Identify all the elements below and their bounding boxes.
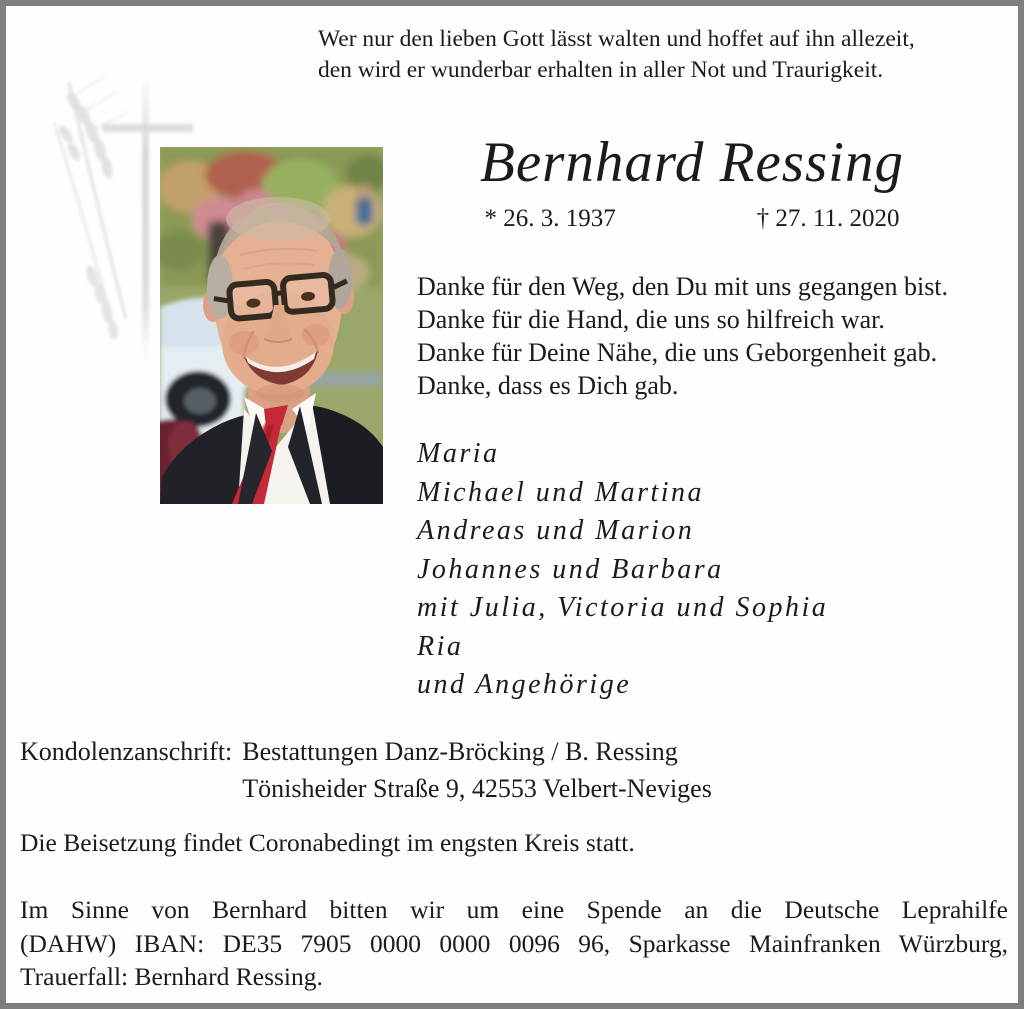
condolence-line: Bestattungen Danz-Bröcking / B. Ressing — [242, 737, 678, 766]
thanks-line: Danke für Deine Nähe, die uns Geborgenheit gab. — [417, 338, 938, 367]
mourner-line: Johannes und Barbara — [417, 553, 724, 585]
thanks-line: Danke für den Weg, den Du mit uns gegangen bist. — [417, 272, 949, 301]
mourner-line: mit Julia, Victoria und Sophia — [417, 592, 829, 623]
thanks-text — [417, 270, 948, 402]
verse-line: den wird er wunderbar erhalten in aller Not und Traurigkeit. — [318, 57, 884, 83]
mourner-line: Michael und Martina — [417, 476, 705, 508]
mourner-line: Andreas und Marion — [417, 515, 695, 546]
mourner-line: Ria — [417, 630, 464, 662]
donation-line: Im Sinne von Bernhard bitten wir um eine Spende an die Deutsche Leprahilfe — [20, 895, 1008, 924]
donation-line: (DAHW) IBAN: DE35 7905 0000 0000 0096 96, Sparkasse Mainfranken Würzburg, — [20, 928, 1008, 958]
funeral-note: Die Beisetzung findet Coronabedingt im engsten Kreis statt. — [20, 828, 635, 857]
death-date: † 27. 11. 2020 — [756, 205, 900, 232]
deceased-name: Bernhard Ressing — [480, 131, 904, 194]
thanks-line: Danke, dass es Dich gab. — [417, 371, 679, 400]
verse-line: Wer nur den lieben Gott lässt walten und hoffet auf ihn allezeit, — [318, 26, 915, 52]
condolence-address — [20, 733, 712, 807]
donation-line: Trauerfall: Bernhard Ressing. — [20, 962, 323, 991]
mourner-line: Maria — [417, 438, 500, 469]
life-dates — [414, 204, 970, 234]
condolence-lines — [242, 733, 712, 807]
condolence-label: Kondolenzanschrift: — [20, 737, 233, 766]
opening-verse — [318, 24, 915, 86]
portrait-photo — [160, 147, 383, 504]
mourner-line: und Angehörige — [417, 669, 632, 700]
mourners-list — [417, 435, 828, 705]
condolence-line: Tönisheider Straße 9, 42553 Velbert-Neviges — [242, 774, 712, 803]
thanks-line: Danke für die Hand, die uns so hilfreich war. — [417, 305, 885, 334]
birth-date: * 26. 3. 1937 — [484, 205, 616, 232]
donation-note — [20, 893, 1008, 994]
